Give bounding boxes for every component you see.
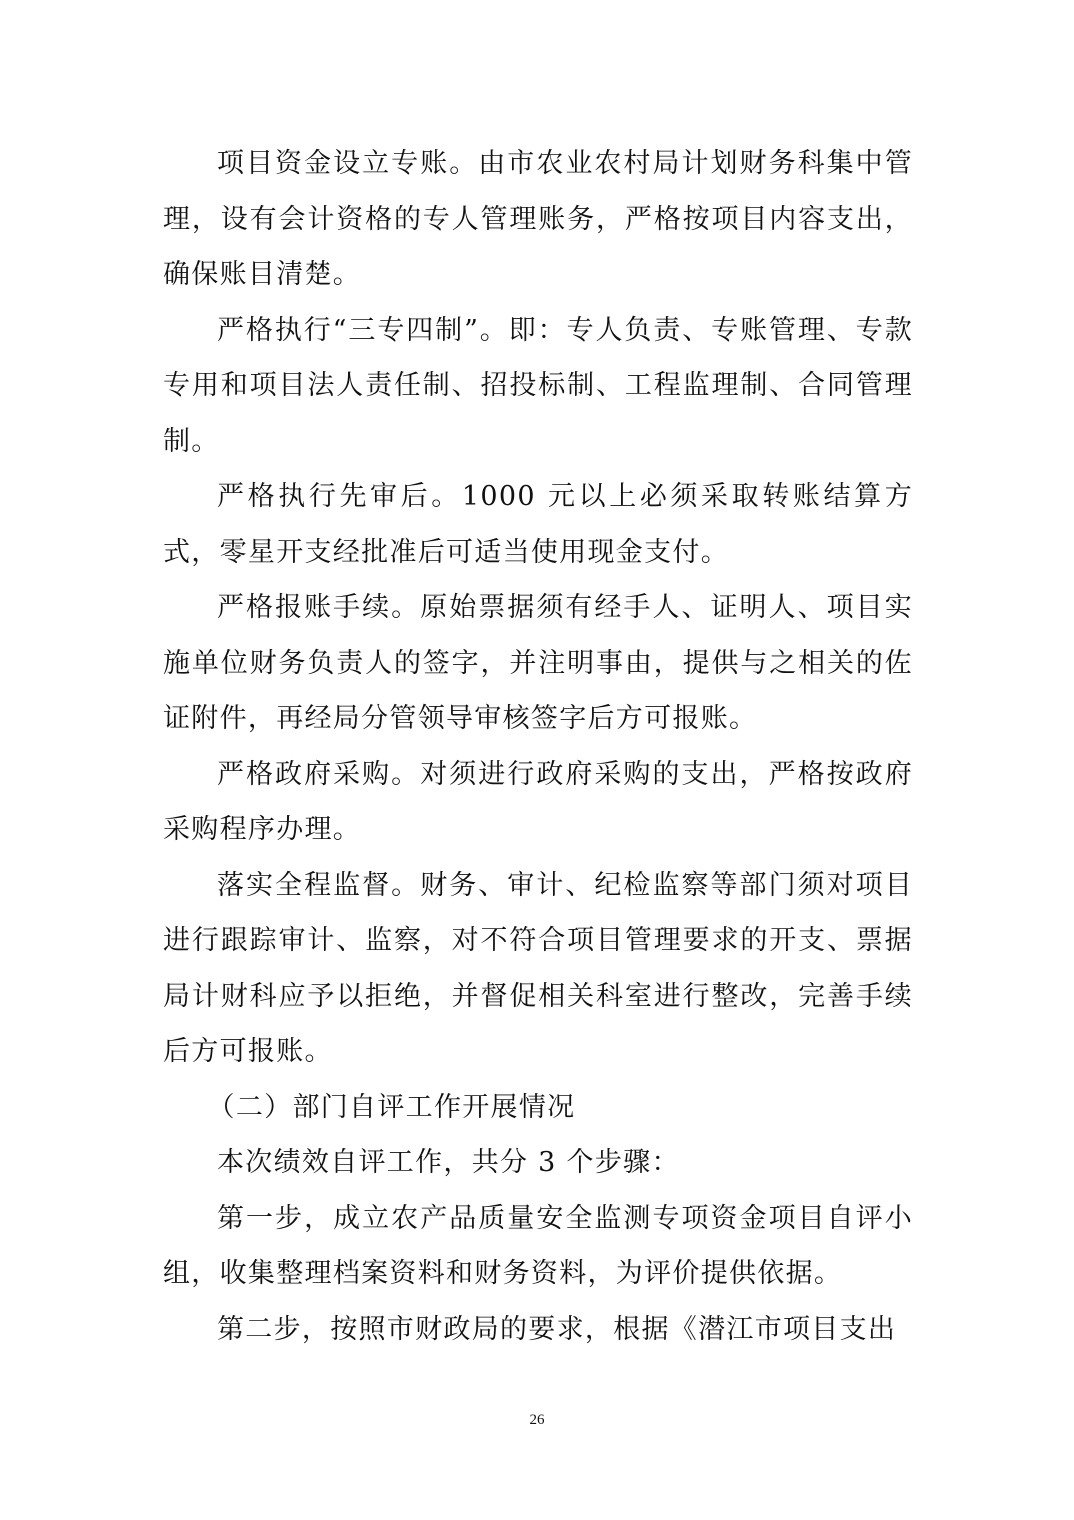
paragraph-three-special-four-systems: 严格执行“三专四制”。即：专人负责、专账管理、专款专用和项目法人责任制、招投标制、工程监理制、合同管理制。 [163,314,913,457]
paragraph-reimbursement-procedure: 严格报账手续。原始票据须有经手人、证明人、项目实施单位财务负责人的签字，并注明事由，提供与之相关的佐证附件，再经局分管领导审核签字后方可报账。 [163,592,913,734]
paragraph-step-one: 第一步，成立农产品质量安全监测专项资金项目自评小组，收集整理档案资料和财务资料，为评价提供依据。 [163,1202,913,1289]
paragraph-step-two: 第二步，按照市财政局的要求，根据《潜江市项目支出 [217,1313,897,1345]
paragraph-three-steps: 本次绩效自评工作，共分 3 个步骤： [217,1147,680,1178]
page-number: 26 [529,1412,545,1428]
paragraph-audit-first: 严格执行先审后。1000 元以上必须采取转账结算方式，零星开支经批准后可适当使用现金支付。 [163,481,913,568]
section-heading-self-evaluation: （二）部门自评工作开展情况 [207,1091,576,1123]
paragraph-government-procurement: 严格政府采购。对须进行政府采购的支出，严格按政府采购程序办理。 [163,758,913,845]
paragraph-full-supervision: 落实全程监督。财务、审计、纪检监察等部门须对项目进行跟踪审计、监察，对不符合项目管理要求的开支、票据局计财科应予以拒绝，并督促相关科室进行整改，完善手续后方可报账。 [163,869,913,1067]
paragraph-special-account: 项目资金设立专账。由市农业农村局计划财务科集中管理，设有会计资格的专人管理账务，严格按项目内容支出，确保账目清楚。 [163,148,913,290]
document-body [163,136,913,1357]
